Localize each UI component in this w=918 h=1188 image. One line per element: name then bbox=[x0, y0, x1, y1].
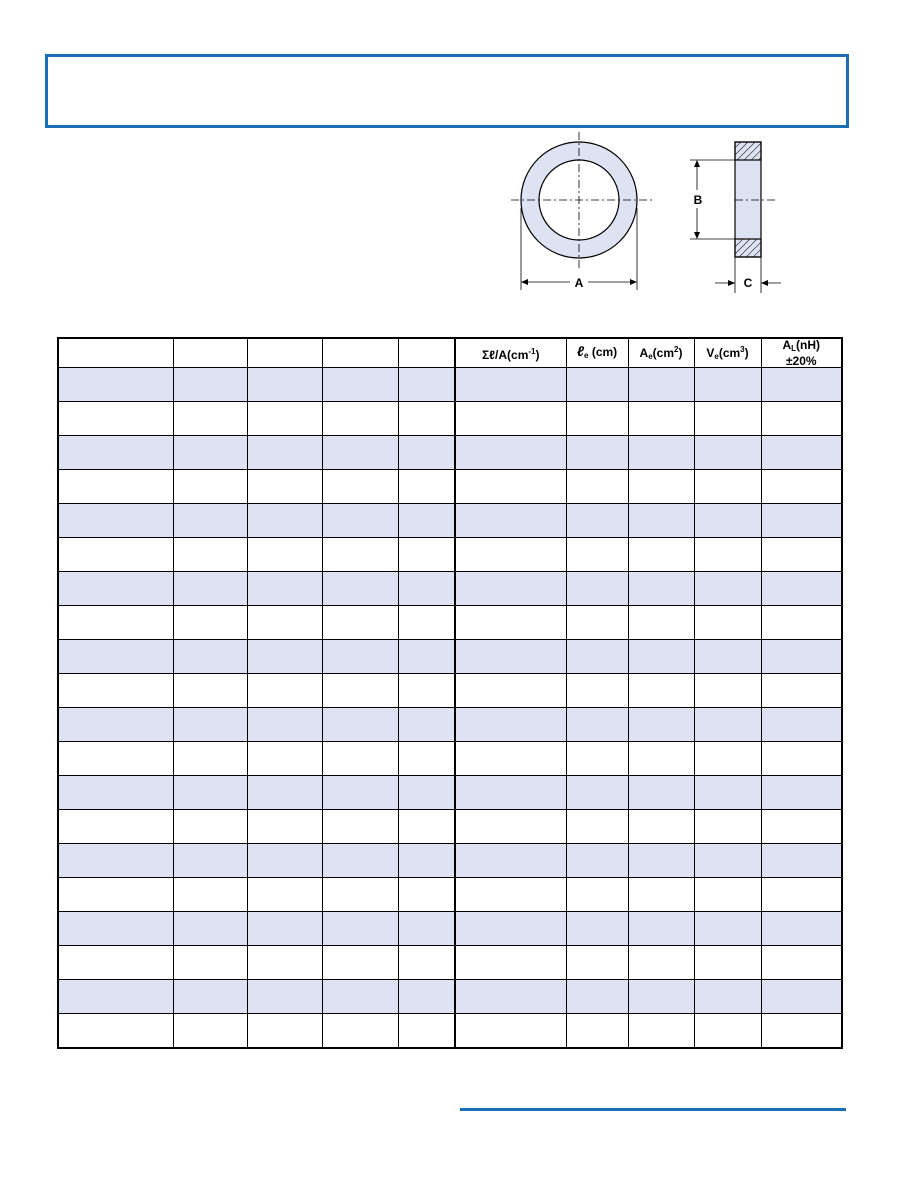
table-cell bbox=[173, 946, 247, 980]
table-cell bbox=[398, 946, 455, 980]
table-cell bbox=[455, 742, 566, 776]
table-cell bbox=[322, 402, 398, 436]
table-cell bbox=[694, 776, 761, 810]
table-cell bbox=[247, 470, 322, 504]
header-col5 bbox=[398, 338, 455, 368]
table-cell bbox=[398, 674, 455, 708]
table-cell bbox=[173, 538, 247, 572]
table-cell bbox=[455, 708, 566, 742]
table-cell bbox=[322, 470, 398, 504]
table-cell bbox=[398, 742, 455, 776]
table-cell bbox=[58, 742, 173, 776]
table-cell bbox=[247, 402, 322, 436]
table-cell bbox=[628, 980, 694, 1014]
header-dim-c bbox=[322, 338, 398, 368]
table-cell bbox=[628, 470, 694, 504]
table-cell bbox=[694, 946, 761, 980]
table-cell bbox=[398, 844, 455, 878]
table-cell bbox=[566, 640, 628, 674]
table-cell bbox=[628, 368, 694, 402]
table-cell bbox=[173, 402, 247, 436]
table-cell bbox=[173, 708, 247, 742]
table-cell bbox=[761, 844, 842, 878]
table-cell bbox=[247, 504, 322, 538]
table-cell bbox=[455, 912, 566, 946]
table-cell bbox=[398, 606, 455, 640]
table-cell bbox=[58, 640, 173, 674]
table-cell bbox=[398, 878, 455, 912]
table-row bbox=[58, 504, 842, 538]
table-cell bbox=[694, 470, 761, 504]
table-cell bbox=[58, 470, 173, 504]
table-cell bbox=[761, 674, 842, 708]
table-cell bbox=[694, 912, 761, 946]
table-cell bbox=[398, 402, 455, 436]
table-row bbox=[58, 402, 842, 436]
table-cell bbox=[247, 810, 322, 844]
table-cell bbox=[761, 640, 842, 674]
table-cell bbox=[566, 470, 628, 504]
table-header-row bbox=[58, 338, 842, 368]
table-cell bbox=[566, 368, 628, 402]
table-cell bbox=[761, 946, 842, 980]
table-cell bbox=[173, 504, 247, 538]
table-row bbox=[58, 470, 842, 504]
table-row bbox=[58, 946, 842, 980]
toroid-side-view bbox=[690, 142, 781, 293]
header-dim-b bbox=[247, 338, 322, 368]
table-cell bbox=[628, 606, 694, 640]
table-cell bbox=[173, 436, 247, 470]
table-row bbox=[58, 912, 842, 946]
table-cell bbox=[566, 402, 628, 436]
table-row bbox=[58, 708, 842, 742]
table-cell bbox=[173, 640, 247, 674]
table-cell bbox=[566, 776, 628, 810]
header-path-length: ℓ$_e$ (cm) bbox=[566, 338, 628, 368]
table-cell bbox=[761, 504, 842, 538]
table-cell bbox=[628, 912, 694, 946]
table-cell bbox=[455, 980, 566, 1014]
table-cell bbox=[566, 810, 628, 844]
table-cell bbox=[566, 708, 628, 742]
toroid-top-view bbox=[511, 132, 653, 290]
table-cell bbox=[247, 436, 322, 470]
table-cell bbox=[173, 606, 247, 640]
table-cell bbox=[694, 878, 761, 912]
table-cell bbox=[628, 946, 694, 980]
title-banner bbox=[45, 54, 849, 128]
table-cell bbox=[455, 810, 566, 844]
table-cell bbox=[173, 572, 247, 606]
table-cell bbox=[322, 844, 398, 878]
table-cell bbox=[398, 470, 455, 504]
table-cell bbox=[322, 878, 398, 912]
table-cell bbox=[455, 674, 566, 708]
table-cell bbox=[694, 572, 761, 606]
table-cell bbox=[761, 742, 842, 776]
table-cell bbox=[247, 640, 322, 674]
table-cell bbox=[58, 912, 173, 946]
table-row bbox=[58, 606, 842, 640]
table-cell bbox=[173, 470, 247, 504]
table-cell bbox=[322, 810, 398, 844]
table-row bbox=[58, 674, 842, 708]
table-cell bbox=[761, 470, 842, 504]
table-cell bbox=[398, 708, 455, 742]
dimension-a-label: A bbox=[574, 276, 584, 290]
table-body bbox=[58, 368, 842, 1049]
table-cell bbox=[247, 1014, 322, 1049]
table-cell bbox=[322, 436, 398, 470]
table-row bbox=[58, 742, 842, 776]
table-cell bbox=[628, 742, 694, 776]
table-row bbox=[58, 1014, 842, 1049]
table-cell bbox=[398, 436, 455, 470]
table-cell bbox=[694, 1014, 761, 1049]
table-cell bbox=[761, 1014, 842, 1049]
table-cell bbox=[58, 606, 173, 640]
table-cell bbox=[761, 368, 842, 402]
table-cell bbox=[566, 436, 628, 470]
table-cell bbox=[398, 368, 455, 402]
table-cell bbox=[694, 402, 761, 436]
table-cell bbox=[628, 1014, 694, 1049]
table-cell bbox=[58, 708, 173, 742]
table-cell bbox=[247, 776, 322, 810]
table-cell bbox=[455, 572, 566, 606]
table-row bbox=[58, 640, 842, 674]
table-cell bbox=[247, 878, 322, 912]
table-cell bbox=[628, 878, 694, 912]
footer-rule bbox=[460, 1108, 846, 1111]
table-cell bbox=[58, 844, 173, 878]
table-cell bbox=[694, 674, 761, 708]
table-cell bbox=[58, 368, 173, 402]
table-cell bbox=[322, 538, 398, 572]
table-row bbox=[58, 538, 842, 572]
table-row bbox=[58, 776, 842, 810]
table-cell bbox=[398, 810, 455, 844]
table-cell bbox=[58, 572, 173, 606]
table-cell bbox=[566, 946, 628, 980]
header-area: $A_e(cm^2)$ bbox=[628, 338, 694, 368]
table-cell bbox=[455, 946, 566, 980]
table-cell bbox=[455, 776, 566, 810]
table-row bbox=[58, 810, 842, 844]
table-cell bbox=[761, 606, 842, 640]
table-cell bbox=[761, 538, 842, 572]
table-cell bbox=[628, 436, 694, 470]
table-cell bbox=[322, 1014, 398, 1049]
table-cell bbox=[628, 402, 694, 436]
dimension-c-label: C bbox=[743, 276, 753, 290]
table-cell bbox=[628, 810, 694, 844]
table-cell bbox=[322, 674, 398, 708]
header-inductance-factor: $A_L(nH)$ ±20% bbox=[761, 338, 842, 368]
table-cell bbox=[247, 538, 322, 572]
table-row bbox=[58, 368, 842, 402]
table-cell bbox=[455, 640, 566, 674]
table-cell bbox=[455, 878, 566, 912]
table-cell bbox=[173, 912, 247, 946]
table-cell bbox=[761, 436, 842, 470]
table-cell bbox=[761, 912, 842, 946]
header-core-factor: $\Sigma\ell/A(cm^{-1})$ bbox=[455, 338, 566, 368]
table-cell bbox=[694, 368, 761, 402]
table-cell bbox=[58, 980, 173, 1014]
header-part-number bbox=[58, 338, 173, 368]
table-cell bbox=[694, 742, 761, 776]
table-cell bbox=[566, 606, 628, 640]
table-cell bbox=[247, 742, 322, 776]
table-cell bbox=[58, 776, 173, 810]
table-cell bbox=[398, 504, 455, 538]
table-cell bbox=[247, 946, 322, 980]
table-row bbox=[58, 572, 842, 606]
table-row bbox=[58, 844, 842, 878]
table-cell bbox=[761, 980, 842, 1014]
table-cell bbox=[173, 810, 247, 844]
table-cell bbox=[58, 810, 173, 844]
header-volume: $V_e(cm^3)$ bbox=[694, 338, 761, 368]
table-cell bbox=[566, 980, 628, 1014]
table-cell bbox=[58, 1014, 173, 1049]
table-cell bbox=[761, 810, 842, 844]
table-cell bbox=[761, 402, 842, 436]
table-cell bbox=[173, 878, 247, 912]
table-cell bbox=[247, 606, 322, 640]
table-cell bbox=[398, 1014, 455, 1049]
table-cell bbox=[455, 470, 566, 504]
dimension-b-label: B bbox=[693, 193, 703, 207]
table-cell bbox=[173, 980, 247, 1014]
table-cell bbox=[322, 980, 398, 1014]
table-cell bbox=[247, 708, 322, 742]
table-cell bbox=[322, 606, 398, 640]
table-cell bbox=[566, 1014, 628, 1049]
table-cell bbox=[694, 504, 761, 538]
table-cell bbox=[566, 878, 628, 912]
table-cell bbox=[58, 946, 173, 980]
table-cell bbox=[628, 776, 694, 810]
table-cell bbox=[173, 776, 247, 810]
table-cell bbox=[398, 640, 455, 674]
table-cell bbox=[628, 504, 694, 538]
table-cell bbox=[247, 572, 322, 606]
table-cell bbox=[566, 572, 628, 606]
table-cell bbox=[694, 980, 761, 1014]
table-cell bbox=[398, 912, 455, 946]
table-cell bbox=[247, 674, 322, 708]
table-cell bbox=[566, 742, 628, 776]
table-cell bbox=[58, 504, 173, 538]
table-cell bbox=[694, 844, 761, 878]
table-cell bbox=[761, 708, 842, 742]
table-cell bbox=[761, 572, 842, 606]
table-cell bbox=[566, 912, 628, 946]
table-cell bbox=[58, 538, 173, 572]
table-cell bbox=[247, 368, 322, 402]
table-cell bbox=[173, 742, 247, 776]
table-cell bbox=[455, 538, 566, 572]
table-cell bbox=[628, 708, 694, 742]
table-cell bbox=[455, 504, 566, 538]
table-cell bbox=[694, 606, 761, 640]
table-cell bbox=[628, 674, 694, 708]
table-cell bbox=[322, 368, 398, 402]
table-cell bbox=[173, 1014, 247, 1049]
table-cell bbox=[247, 912, 322, 946]
table-cell bbox=[247, 980, 322, 1014]
table-cell bbox=[173, 674, 247, 708]
table-row bbox=[58, 878, 842, 912]
toroid-dimension-diagram bbox=[500, 128, 790, 298]
table-cell bbox=[173, 368, 247, 402]
table-cell bbox=[58, 436, 173, 470]
table-cell bbox=[566, 504, 628, 538]
table-cell bbox=[322, 946, 398, 980]
table-row bbox=[58, 436, 842, 470]
table-cell bbox=[628, 572, 694, 606]
table-cell bbox=[398, 980, 455, 1014]
table-cell bbox=[628, 844, 694, 878]
table-cell bbox=[58, 402, 173, 436]
table-cell bbox=[694, 538, 761, 572]
table-cell bbox=[455, 844, 566, 878]
table-cell bbox=[455, 402, 566, 436]
table-cell bbox=[566, 674, 628, 708]
table-cell bbox=[455, 368, 566, 402]
table-cell bbox=[398, 572, 455, 606]
table-cell bbox=[566, 538, 628, 572]
table-cell bbox=[694, 436, 761, 470]
table-cell bbox=[322, 572, 398, 606]
table-cell bbox=[455, 1014, 566, 1049]
table-cell bbox=[247, 844, 322, 878]
header-dim-a bbox=[173, 338, 247, 368]
table-cell bbox=[58, 878, 173, 912]
table-cell bbox=[628, 640, 694, 674]
table-cell bbox=[628, 538, 694, 572]
table-cell bbox=[455, 436, 566, 470]
table-cell bbox=[322, 708, 398, 742]
table-cell bbox=[322, 776, 398, 810]
table-cell bbox=[761, 878, 842, 912]
table-cell bbox=[322, 640, 398, 674]
table-row bbox=[58, 980, 842, 1014]
table-cell bbox=[398, 776, 455, 810]
table-cell bbox=[694, 708, 761, 742]
table-cell bbox=[58, 674, 173, 708]
specification-table bbox=[57, 337, 843, 1049]
table-cell bbox=[566, 844, 628, 878]
table-cell bbox=[173, 844, 247, 878]
table-cell bbox=[322, 742, 398, 776]
table-cell bbox=[694, 810, 761, 844]
table-cell bbox=[761, 776, 842, 810]
table-cell bbox=[398, 538, 455, 572]
table-cell bbox=[322, 504, 398, 538]
table-cell bbox=[322, 912, 398, 946]
table-cell bbox=[694, 640, 761, 674]
table-cell bbox=[455, 606, 566, 640]
